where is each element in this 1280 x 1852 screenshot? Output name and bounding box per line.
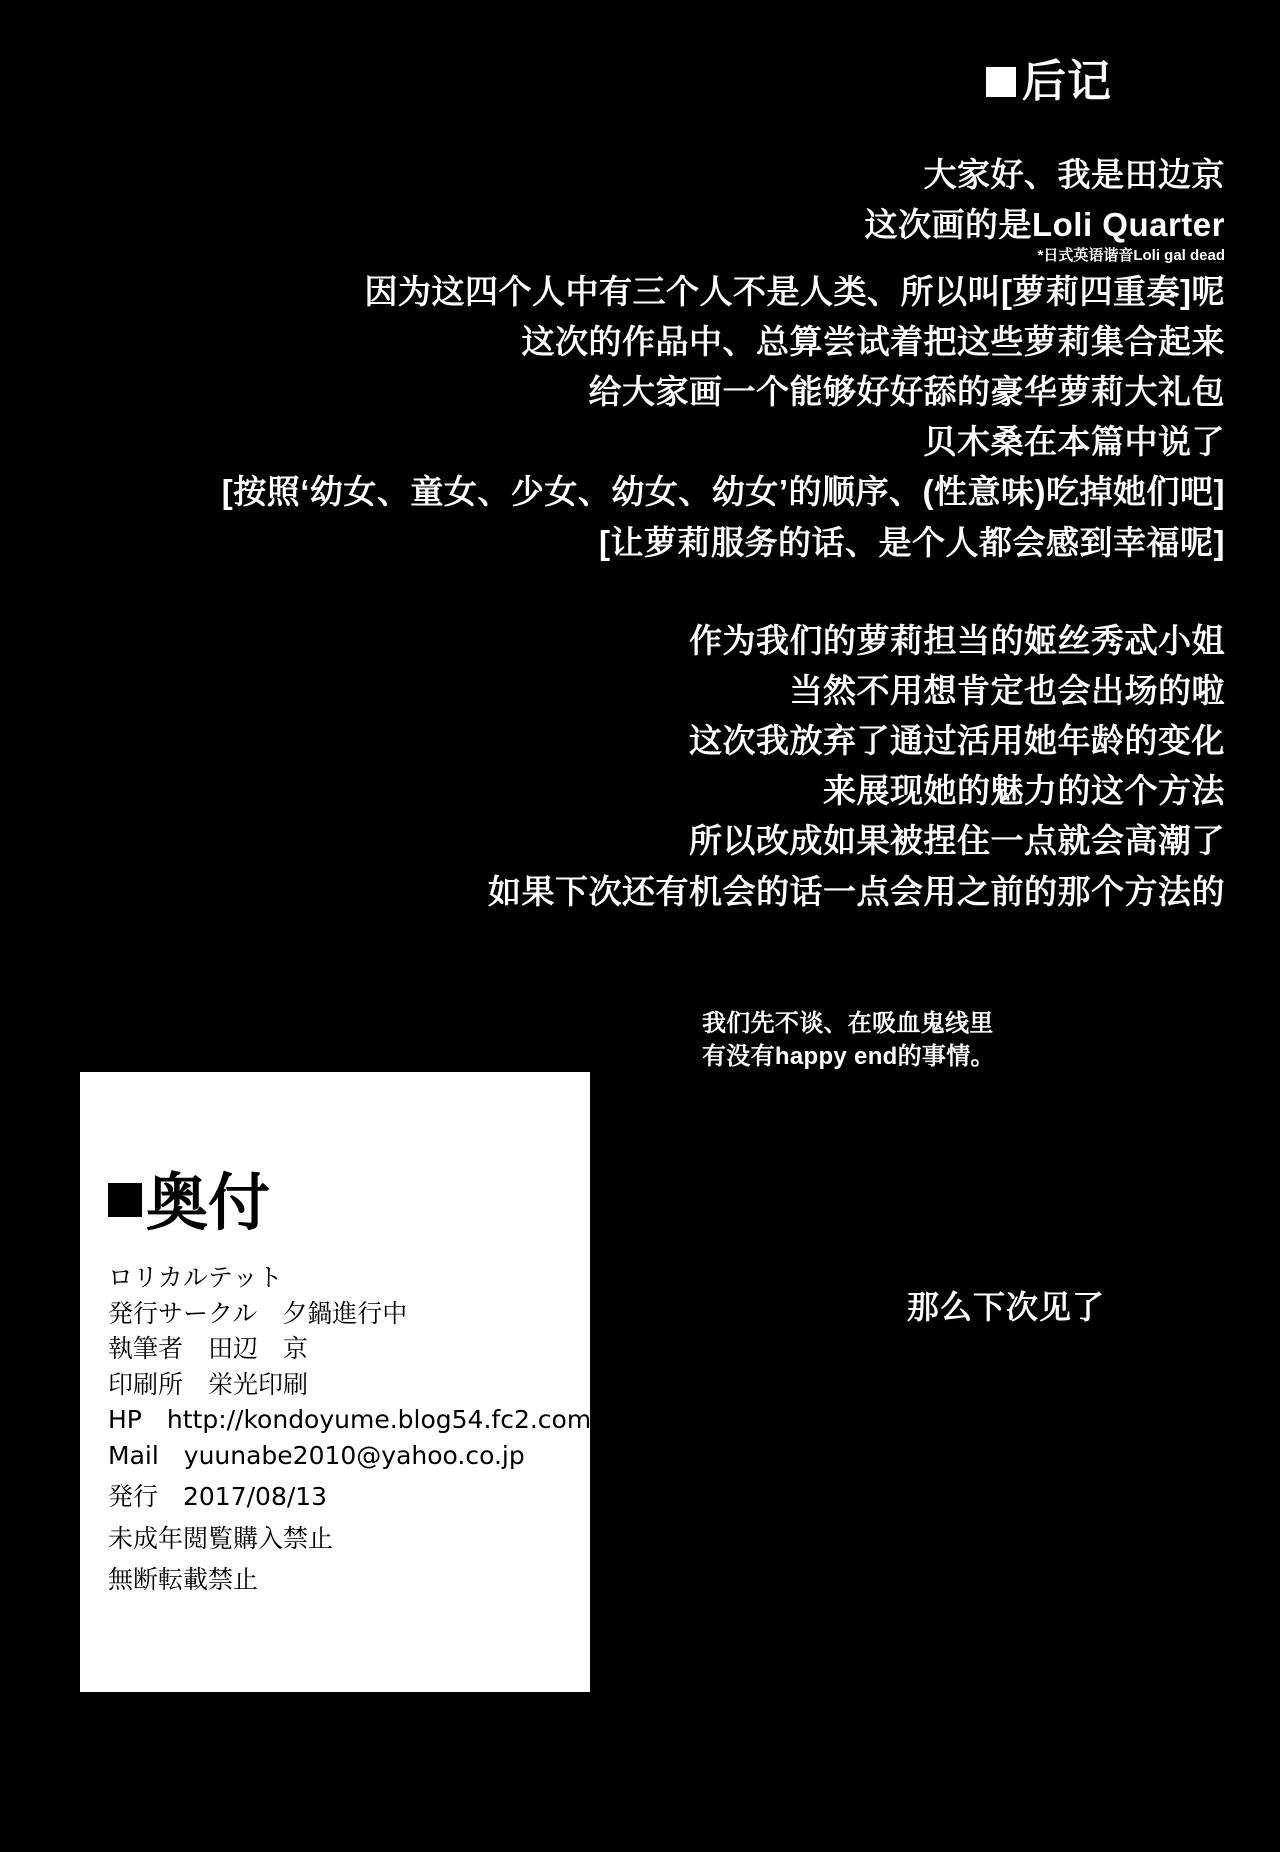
- list-item: ロリカルテット: [108, 1263, 283, 1292]
- afterword-line: 这次我放弃了通过活用她年龄的变化: [689, 722, 1225, 760]
- afterword-heading-label: 后记: [1022, 57, 1112, 106]
- list-item: 印刷所 栄光印刷: [108, 1369, 309, 1399]
- vampire-note-line: 我们先不谈、在吸血鬼线里: [702, 1010, 994, 1037]
- afterword-line: 作为我们的萝莉担当的姬丝秀忒小姐: [689, 621, 1225, 659]
- colophon-heading: [108, 1166, 271, 1239]
- list-item-notice: 未成年閲覧購入禁止: [108, 1523, 334, 1553]
- list-item: 執筆者 田辺 京: [108, 1334, 309, 1363]
- closing-line: 那么下次见了: [906, 1289, 1105, 1325]
- colophon-heading-label: 奥付: [146, 1166, 271, 1239]
- afterword-line: 所以改成如果被捏住一点就会高潮了: [689, 822, 1225, 860]
- list-item-notice: 無断転載禁止: [108, 1565, 259, 1594]
- afterword-line: 这次画的是Loli Quarter: [864, 206, 1225, 244]
- vampire-note: [702, 1008, 995, 1073]
- afterword-line: 给大家画一个能够好好舔的豪华萝莉大礼包: [588, 373, 1225, 411]
- list-item-hp[interactable]: HP http://kondoyume.blog54.fc2.com/: [108, 1405, 600, 1434]
- afterword-line: [让萝莉服务的话、是个人都会感到幸福呢]: [599, 523, 1225, 561]
- afterword-line: 大家好、我是田边京: [923, 156, 1225, 193]
- afterword-line: [按照‘幼女、童女、少女、幼女、幼女’的顺序、(性意味)吃掉她们吧]: [221, 473, 1225, 511]
- colophon-box: [80, 1072, 600, 1692]
- paragraph-spacer: [0, 568, 1225, 616]
- afterword-footnote: *日式英语谐音Loli gal dead: [1037, 247, 1225, 265]
- afterword-body: [0, 150, 1225, 917]
- afterword-line: 当然不用想肯定也会出场的啦: [789, 671, 1225, 709]
- list-item-mail[interactable]: Mail yuunabe2010@yahoo.co.jp: [108, 1440, 525, 1470]
- vampire-note-line: 有没有happy end的事情。: [702, 1042, 995, 1070]
- colophon-list: [108, 1260, 600, 1598]
- afterword-line: 因为这四个人中有三个人不是人类、所以叫[萝莉四重奏]呢: [364, 272, 1225, 310]
- afterword-line: 如果下次还有机会的话一点会用之前的那个方法的: [488, 872, 1225, 910]
- square-bullet-icon: [108, 1183, 142, 1217]
- afterword-line: 来展现她的魅力的这个方法: [823, 772, 1225, 810]
- afterword-line: 贝木桑在本篇中说了: [923, 423, 1225, 461]
- list-item-date: 発行 2017/08/13: [108, 1482, 328, 1511]
- afterword-line: 这次的作品中、总算尝试着把这些萝莉集合起来: [521, 322, 1225, 360]
- list-item: 発行サークル 夕鍋進行中: [108, 1298, 408, 1328]
- afterword-heading: [986, 57, 1112, 106]
- square-bullet-icon: [986, 67, 1016, 97]
